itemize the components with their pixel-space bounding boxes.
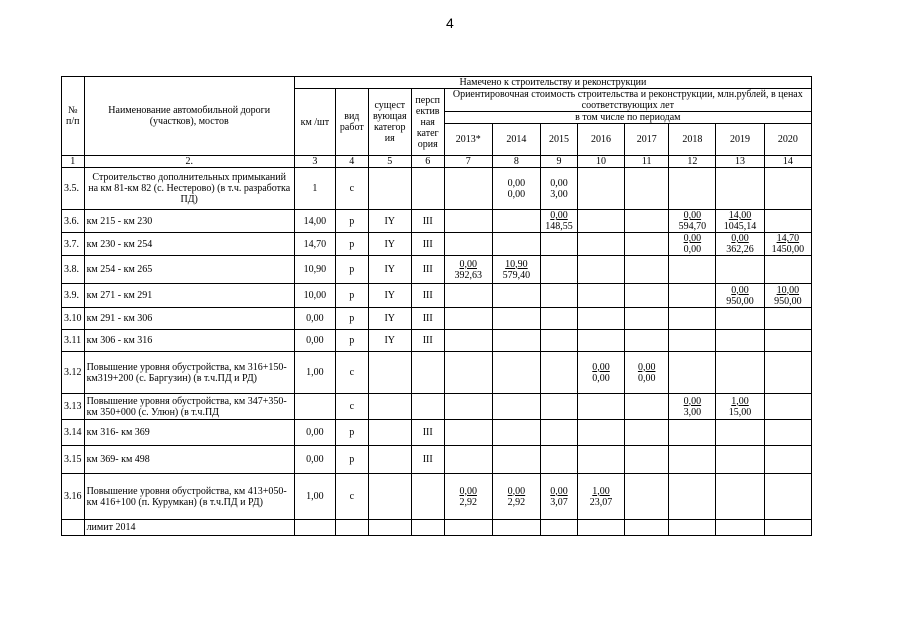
work-type: р xyxy=(335,420,368,446)
column-number: 1 xyxy=(62,156,85,168)
header-year: 2014 xyxy=(492,124,540,156)
year-cell xyxy=(492,308,540,330)
work-type xyxy=(335,520,368,536)
year-cell xyxy=(625,394,669,420)
year-cost-value: 3,00 xyxy=(683,406,702,418)
existing-category: IY xyxy=(368,330,411,352)
year-cost-value: 148,55 xyxy=(545,221,573,232)
year-cell xyxy=(625,330,669,352)
year-cell xyxy=(444,474,492,520)
work-type: р xyxy=(335,256,368,284)
work-type: р xyxy=(335,308,368,330)
year-cost-value: 594,70 xyxy=(678,221,707,232)
year-cell xyxy=(577,446,624,474)
prospective-category xyxy=(411,352,444,394)
table-row xyxy=(62,394,812,420)
work-type: с xyxy=(335,474,368,520)
road-name: км 291 - км 306 xyxy=(84,308,294,330)
year-cell xyxy=(541,284,578,308)
year-cell xyxy=(716,394,764,420)
header-work: вид работ xyxy=(335,89,368,156)
row-number: 3.5. xyxy=(62,168,85,210)
year-cell xyxy=(625,474,669,520)
km-value: 14,70 xyxy=(294,233,335,256)
year-cost-value: 1450,00 xyxy=(771,244,805,255)
year-cost-value: 23,07 xyxy=(589,496,613,508)
year-cell xyxy=(716,330,764,352)
km-value: 10,90 xyxy=(294,256,335,284)
year-cell xyxy=(669,308,716,330)
year-cell xyxy=(492,330,540,352)
column-number: 10 xyxy=(577,156,624,168)
road-name: лимит 2014 xyxy=(84,520,294,536)
year-cell xyxy=(492,168,540,210)
year-cell xyxy=(492,233,540,256)
year-cell xyxy=(541,474,578,520)
header-year: 2019 xyxy=(716,124,764,156)
header-year: 2018 xyxy=(669,124,716,156)
column-number: 11 xyxy=(625,156,669,168)
header-year: 2017 xyxy=(625,124,669,156)
year-km-value: 0,00 xyxy=(550,485,568,497)
table-row xyxy=(62,210,812,233)
year-cell xyxy=(541,233,578,256)
year-cost-value: 2,92 xyxy=(507,496,526,508)
prospective-category: III xyxy=(411,233,444,256)
year-cost-value: 3,07 xyxy=(550,496,568,508)
year-km-value: 1,00 xyxy=(592,485,610,497)
existing-category: IY xyxy=(368,308,411,330)
year-cell xyxy=(669,233,716,256)
year-cell xyxy=(764,352,811,394)
year-cell xyxy=(669,520,716,536)
road-name: км 215 - км 230 xyxy=(84,210,294,233)
year-cell xyxy=(764,308,811,330)
column-number: 2. xyxy=(84,156,294,168)
km-value: 1 xyxy=(294,168,335,210)
year-cell xyxy=(541,308,578,330)
year-cell xyxy=(669,330,716,352)
prospective-category xyxy=(411,520,444,536)
year-cell xyxy=(716,168,764,210)
table-row xyxy=(62,308,812,330)
year-cell xyxy=(541,256,578,284)
year-cell xyxy=(669,284,716,308)
year-cost-value: 950,00 xyxy=(774,295,802,307)
year-cell xyxy=(444,520,492,536)
work-type: р xyxy=(335,330,368,352)
existing-category xyxy=(368,420,411,446)
year-cell xyxy=(764,474,811,520)
table-row xyxy=(62,520,812,536)
header-periods: в том числе по периодам xyxy=(444,112,811,124)
column-number: 5 xyxy=(368,156,411,168)
prospective-category xyxy=(411,394,444,420)
km-value xyxy=(294,520,335,536)
road-name: км 306 - км 316 xyxy=(84,330,294,352)
road-name: км 230 - км 254 xyxy=(84,233,294,256)
work-type: р xyxy=(335,446,368,474)
year-cell xyxy=(492,284,540,308)
year-cell xyxy=(625,233,669,256)
year-cell xyxy=(716,210,764,233)
year-cell xyxy=(716,256,764,284)
row-number: 3.13 xyxy=(62,394,85,420)
year-cell xyxy=(541,420,578,446)
year-cell xyxy=(492,520,540,536)
header-km: км /шт xyxy=(294,89,335,156)
year-cell xyxy=(444,308,492,330)
existing-category: IY xyxy=(368,210,411,233)
row-number: 3.6. xyxy=(62,210,85,233)
year-km-value: 0,00 xyxy=(550,177,568,189)
year-cell xyxy=(492,474,540,520)
table-row xyxy=(62,446,812,474)
year-km-value: 0,00 xyxy=(459,258,477,270)
year-cost-value: 392,63 xyxy=(454,269,482,281)
road-name: Повышение уровня обустройства, км 413+050- км 416+100 (п. Курумкан) (в т.ч.ПД и РД) xyxy=(84,474,294,520)
year-km-value: 1,00 xyxy=(731,395,749,407)
year-cell xyxy=(541,352,578,394)
year-km-value: 0,00 xyxy=(507,485,526,497)
year-cell xyxy=(444,330,492,352)
row-number: 3.14 xyxy=(62,420,85,446)
prospective-category xyxy=(411,168,444,210)
existing-category xyxy=(368,352,411,394)
year-cell xyxy=(577,168,624,210)
year-cost-value: 362,26 xyxy=(726,244,754,255)
year-cell xyxy=(492,352,540,394)
header-cost: Ориентировочная стоимость строительства и реконструкции, млн.рублей, в ценах соответствующих лет xyxy=(444,89,811,112)
km-value: 0,00 xyxy=(294,330,335,352)
table-row xyxy=(62,352,812,394)
year-cell xyxy=(444,420,492,446)
year-cell xyxy=(669,420,716,446)
road-name: км 369- км 498 xyxy=(84,446,294,474)
year-cell xyxy=(541,446,578,474)
year-cell xyxy=(577,474,624,520)
year-cell xyxy=(625,308,669,330)
header-year: 2016 xyxy=(577,124,624,156)
year-cost-value: 0,00 xyxy=(637,372,656,384)
existing-category: IY xyxy=(368,284,411,308)
header-name: Наименование автомобильной дороги (участков), мостов xyxy=(84,77,294,156)
year-cell xyxy=(541,210,578,233)
year-cell xyxy=(625,256,669,284)
year-cell xyxy=(444,233,492,256)
year-cell xyxy=(492,394,540,420)
year-cell xyxy=(669,210,716,233)
existing-category xyxy=(368,520,411,536)
year-cell xyxy=(669,474,716,520)
year-cell xyxy=(444,210,492,233)
page-number: 4 xyxy=(446,15,454,31)
year-cell xyxy=(716,284,764,308)
year-cell xyxy=(764,233,811,256)
year-cell xyxy=(577,210,624,233)
year-cost-value: 0,00 xyxy=(507,188,526,200)
year-km-value: 10,00 xyxy=(776,284,800,296)
row-number: 3.7. xyxy=(62,233,85,256)
year-cell xyxy=(577,520,624,536)
year-cell xyxy=(716,420,764,446)
km-value: 10,00 xyxy=(294,284,335,308)
row-number: 3.8. xyxy=(62,256,85,284)
year-cell xyxy=(577,352,624,394)
prospective-category: III xyxy=(411,256,444,284)
year-cell xyxy=(764,520,811,536)
year-cell xyxy=(716,446,764,474)
year-km-value: 0,00 xyxy=(550,210,568,221)
year-cell xyxy=(625,168,669,210)
row-number: 3.10 xyxy=(62,308,85,330)
prospective-category: III xyxy=(411,210,444,233)
year-km-value: 0,00 xyxy=(731,284,749,296)
road-name: Повышение уровня обустройства, км 347+350- км 350+000 (с. Улюн) (в т.ч.ПД xyxy=(84,394,294,420)
road-name: км 271 - км 291 xyxy=(84,284,294,308)
year-cost-value: 2,92 xyxy=(459,496,477,508)
road-name: Повышение уровня обустройства, км 316+150- км319+200 (с. Баргузин) (в т.ч.ПД и РД) xyxy=(84,352,294,394)
year-cell xyxy=(541,520,578,536)
row-number: 3.16 xyxy=(62,474,85,520)
year-cost-value: 1045,14 xyxy=(723,221,757,232)
year-km-value: 10,90 xyxy=(505,258,528,270)
year-cell xyxy=(669,446,716,474)
column-number: 8 xyxy=(492,156,540,168)
year-cell xyxy=(764,168,811,210)
year-cell xyxy=(577,330,624,352)
year-cell xyxy=(625,420,669,446)
year-cell xyxy=(716,352,764,394)
year-cell xyxy=(716,474,764,520)
year-cell xyxy=(669,394,716,420)
year-km-value: 0,00 xyxy=(592,361,610,373)
work-type: с xyxy=(335,352,368,394)
table-row xyxy=(62,284,812,308)
existing-category xyxy=(368,474,411,520)
year-cell xyxy=(625,352,669,394)
year-cell xyxy=(716,233,764,256)
year-km-value: 0,00 xyxy=(637,361,656,373)
year-cell xyxy=(764,446,811,474)
road-name: км 316- км 369 xyxy=(84,420,294,446)
table-row xyxy=(62,256,812,284)
year-cell xyxy=(492,256,540,284)
year-cell xyxy=(541,394,578,420)
header-planned: Намечено к строительству и реконструкции xyxy=(294,77,811,89)
column-number: 6 xyxy=(411,156,444,168)
year-cell xyxy=(577,308,624,330)
row-number: 3.12 xyxy=(62,352,85,394)
year-cell xyxy=(764,210,811,233)
year-cell xyxy=(764,284,811,308)
header-no: № п/п xyxy=(62,77,85,156)
column-number: 13 xyxy=(716,156,764,168)
column-number: 4 xyxy=(335,156,368,168)
table-row xyxy=(62,420,812,446)
work-type: р xyxy=(335,233,368,256)
year-km-value: 0,00 xyxy=(683,233,702,244)
existing-category: IY xyxy=(368,256,411,284)
year-cost-value: 0,00 xyxy=(592,372,610,384)
year-cell xyxy=(577,256,624,284)
year-cell xyxy=(577,284,624,308)
table-row xyxy=(62,233,812,256)
year-cost-value: 0,00 xyxy=(683,244,702,255)
year-cell xyxy=(669,256,716,284)
year-cell xyxy=(577,394,624,420)
existing-category xyxy=(368,446,411,474)
header-year: 2015 xyxy=(541,124,578,156)
header-year: 2020 xyxy=(764,124,811,156)
year-cell xyxy=(669,168,716,210)
year-cell xyxy=(625,284,669,308)
year-cell xyxy=(669,352,716,394)
row-number: 3.11 xyxy=(62,330,85,352)
km-value: 1,00 xyxy=(294,474,335,520)
year-km-value: 14,70 xyxy=(776,233,800,244)
work-type: р xyxy=(335,284,368,308)
year-cost-value: 950,00 xyxy=(726,295,754,307)
year-km-value: 0,00 xyxy=(731,233,749,244)
header-year: 2013* xyxy=(444,124,492,156)
table-row xyxy=(62,474,812,520)
year-cell xyxy=(764,394,811,420)
year-cell xyxy=(444,352,492,394)
column-number: 14 xyxy=(764,156,811,168)
construction-table xyxy=(61,76,812,536)
year-cell xyxy=(541,168,578,210)
column-number: 12 xyxy=(669,156,716,168)
column-number: 3 xyxy=(294,156,335,168)
existing-category: IY xyxy=(368,233,411,256)
year-cell xyxy=(541,330,578,352)
prospective-category: III xyxy=(411,420,444,446)
work-type: с xyxy=(335,168,368,210)
year-cell xyxy=(444,446,492,474)
year-cell xyxy=(764,330,811,352)
existing-category xyxy=(368,394,411,420)
year-km-value: 14,00 xyxy=(728,210,752,221)
column-number: 9 xyxy=(541,156,578,168)
table-row xyxy=(62,330,812,352)
road-name: км 254 - км 265 xyxy=(84,256,294,284)
work-type: с xyxy=(335,394,368,420)
header-existing: сущест вующая категор ия xyxy=(368,89,411,156)
year-km-value: 0,00 xyxy=(683,210,702,221)
prospective-category: III xyxy=(411,284,444,308)
year-cell xyxy=(444,256,492,284)
year-km-value: 0,00 xyxy=(683,395,702,407)
year-cell xyxy=(444,168,492,210)
prospective-category: III xyxy=(411,446,444,474)
year-cell xyxy=(444,284,492,308)
km-value xyxy=(294,394,335,420)
row-number xyxy=(62,520,85,536)
year-km-value: 0,00 xyxy=(507,177,526,189)
prospective-category: III xyxy=(411,308,444,330)
year-cell xyxy=(764,256,811,284)
year-cell xyxy=(716,308,764,330)
year-km-value: 0,00 xyxy=(459,485,477,497)
year-cost-value: 3,00 xyxy=(550,188,568,200)
year-cell xyxy=(625,210,669,233)
header-prospective: персп ектив ная катег ория xyxy=(411,89,444,156)
row-number: 3.15 xyxy=(62,446,85,474)
km-value: 14,00 xyxy=(294,210,335,233)
year-cell xyxy=(492,210,540,233)
row-number: 3.9. xyxy=(62,284,85,308)
road-name: Строительство дополнительных примыканий на км 81-км 82 (с. Нестерово) (в т.ч. разработка ПД) xyxy=(84,168,294,210)
km-value: 0,00 xyxy=(294,446,335,474)
prospective-category xyxy=(411,474,444,520)
year-cell xyxy=(492,420,540,446)
year-cell xyxy=(764,420,811,446)
year-cell xyxy=(716,520,764,536)
column-number: 7 xyxy=(444,156,492,168)
year-cell xyxy=(492,446,540,474)
km-value: 0,00 xyxy=(294,420,335,446)
year-cost-value: 15,00 xyxy=(728,406,752,418)
year-cell xyxy=(625,520,669,536)
prospective-category: III xyxy=(411,330,444,352)
year-cell xyxy=(577,233,624,256)
year-cell xyxy=(625,446,669,474)
km-value: 1,00 xyxy=(294,352,335,394)
work-type: р xyxy=(335,210,368,233)
year-cell xyxy=(444,394,492,420)
km-value: 0,00 xyxy=(294,308,335,330)
table-row xyxy=(62,168,812,210)
year-cell xyxy=(577,420,624,446)
existing-category xyxy=(368,168,411,210)
year-cost-value: 579,40 xyxy=(502,269,531,281)
